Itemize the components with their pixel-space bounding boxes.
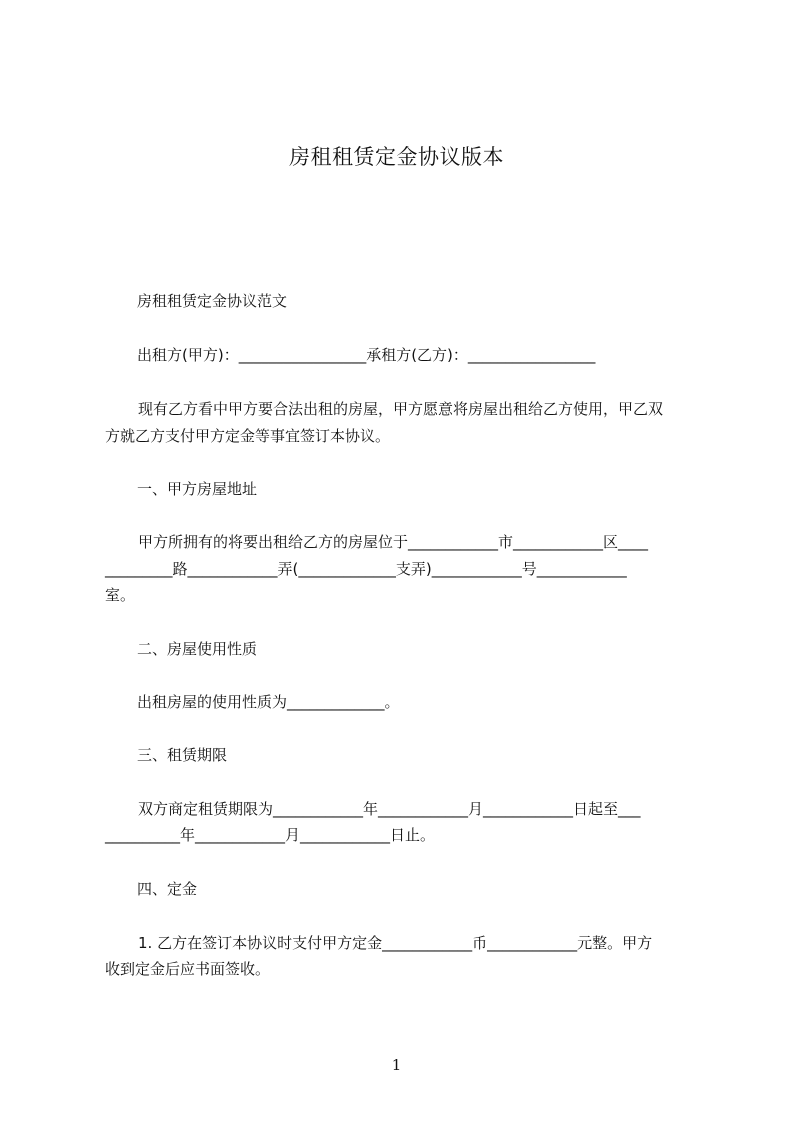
address-line-3: 室。 (105, 586, 136, 604)
usage-line-1: 出租房屋的使用性质为_____________。 (137, 693, 400, 711)
section-heading-deposit: 四、定金 (137, 880, 198, 898)
document-subtitle: 房租租赁定金协议范文 (137, 292, 288, 310)
intro-paragraph-line-2: 方就乙方支付甲方定金等事宜签订本协议。 (105, 427, 391, 445)
intro-paragraph-line-1: 现有乙方看中甲方要合法出租的房屋，甲方愿意将房屋出租给乙方使用，甲乙双 (138, 400, 664, 418)
parties-line: 出租方(甲方)：_________________承租方(乙方)：_________________ (137, 346, 596, 364)
page-number: 1 (391, 1056, 402, 1074)
term-line-1: 双方商定租赁期限为____________年____________月____________日起至___ (138, 800, 641, 818)
deposit-line-2: 收到定金后应书面签收。 (105, 960, 271, 978)
section-heading-usage: 二、房屋使用性质 (137, 640, 258, 658)
deposit-line-1: 1. 乙方在签订本协议时支付甲方定金____________币____________元整。甲方 (138, 934, 653, 952)
section-heading-term: 三、租赁期限 (137, 746, 228, 764)
address-line-1: 甲方所拥有的将要出租给乙方的房屋位于____________市____________区____ (138, 533, 649, 551)
document-title: 房租租赁定金协议版本 (289, 145, 504, 169)
address-line-2: _________路____________弄(_____________支弄)____________号____________ (105, 560, 627, 578)
section-heading-address: 一、甲方房屋地址 (137, 480, 258, 498)
term-line-2: __________年____________月____________日止。 (105, 826, 436, 844)
